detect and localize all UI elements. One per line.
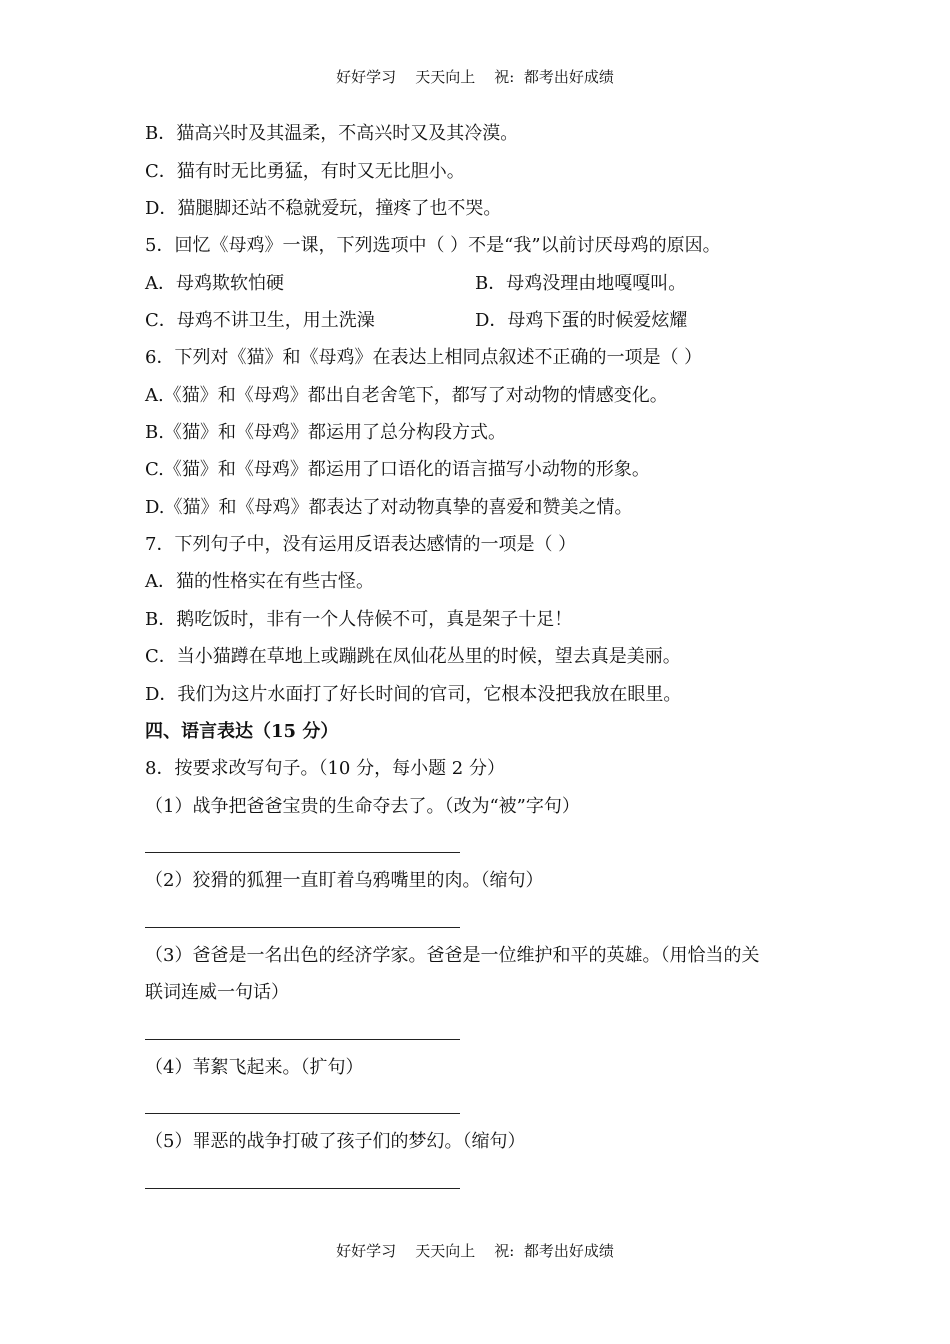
q4-option-b: B．猫高兴时及其温柔，不高兴时又及其冷漠。	[145, 123, 519, 144]
answer-line-4[interactable]	[145, 1113, 460, 1114]
q4-option-d: D．猫腿脚还站不稳就爱玩，撞疼了也不哭。	[145, 198, 502, 219]
answer-line-1[interactable]	[145, 852, 460, 853]
q6-option-a: A.《猫》和《母鸡》都出自老舍笔下，都写了对动物的情感变化。	[145, 385, 668, 406]
q4-option-c: C．猫有时无比勇猛，有时又无比胆小。	[145, 161, 465, 182]
question-8: 8．按要求改写句子。（10 分，每小题 2 分）	[145, 758, 505, 779]
question-7: 7．下列句子中，没有运用反语表达感情的一项是（ ）	[145, 534, 577, 555]
q7-option-d: D．我们为这片水面打了好长时间的官司，它根本没把我放在眼里。	[145, 684, 682, 705]
q8-item-4: （4）苇絮飞起来。（扩句）	[145, 1057, 364, 1078]
page-header: 好好学习 天天向上 祝: 都考出好成绩	[336, 68, 614, 86]
page-footer: 好好学习 天天向上 祝: 都考出好成绩	[336, 1242, 614, 1260]
q5-option-b: B．母鸡没理由地嘎嘎叫。	[475, 273, 687, 294]
q8-item-2: （2）狡猾的狐狸一直盯着乌鸦嘴里的肉。（缩句）	[145, 870, 544, 891]
q5-option-a: A．母鸡欺软怕硬	[145, 273, 284, 294]
q6-option-d: D.《猫》和《母鸡》都表达了对动物真挚的喜爱和赞美之情。	[145, 497, 633, 518]
q6-option-b: B.《猫》和《母鸡》都运用了总分构段方式。	[145, 422, 506, 443]
section-4-heading: 四、语言表达（15 分）	[145, 721, 339, 742]
q7-option-c: C．当小猫蹲在草地上或蹦跳在凤仙花丛里的时候，望去真是美丽。	[145, 646, 681, 667]
q7-option-b: B．鹅吃饭时，非有一个人侍候不可，真是架子十足！	[145, 609, 573, 630]
answer-line-3[interactable]	[145, 1039, 460, 1040]
question-5: 5．回忆《母鸡》一课，下列选项中（ ）不是“我”以前讨厌母鸡的原因。	[145, 235, 721, 256]
q8-item-3-cont: 联词连威一句话）	[145, 982, 289, 1003]
q6-option-c: C.《猫》和《母鸡》都运用了口语化的语言描写小动物的形象。	[145, 459, 650, 480]
q5-option-c: C．母鸡不讲卫生，用土洗澡	[145, 310, 375, 331]
q7-option-a: A．猫的性格实在有些古怪。	[145, 571, 374, 592]
q8-item-1: （1）战争把爸爸宝贵的生命夺去了。（改为“被”字句）	[145, 796, 580, 817]
q5-option-d: D．母鸡下蛋的时候爱炫耀	[475, 310, 688, 331]
q8-item-5: （5）罪恶的战争打破了孩子们的梦幻。（缩句）	[145, 1131, 526, 1152]
answer-line-5[interactable]	[145, 1188, 460, 1189]
answer-line-2[interactable]	[145, 927, 460, 928]
question-6: 6．下列对《猫》和《母鸡》在表达上相同点叙述不正确的一项是（ ）	[145, 347, 703, 368]
q8-item-3: （3）爸爸是一名出色的经济学家。爸爸是一位维护和平的英雄。（用恰当的关	[145, 945, 760, 966]
